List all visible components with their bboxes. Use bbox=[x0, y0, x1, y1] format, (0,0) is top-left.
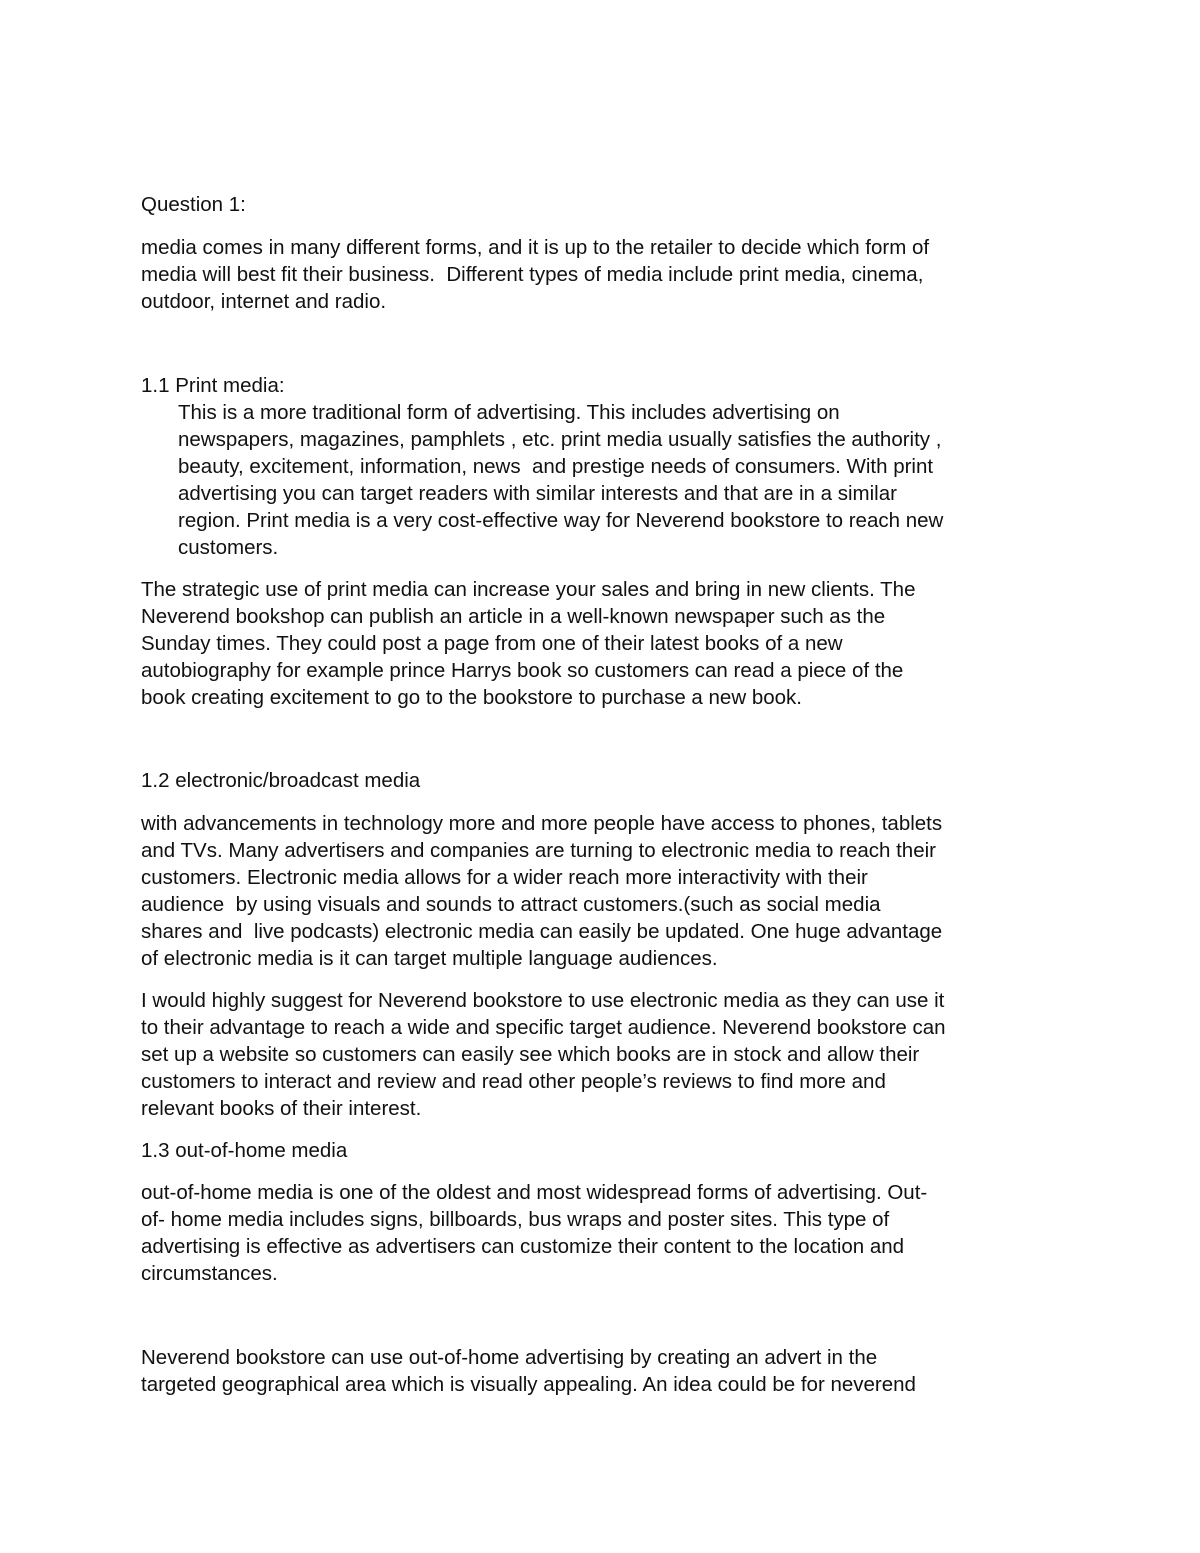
electronic-recommendation-line: to their advantage to reach a wide and specific target audience. Neverend bookstore can bbox=[141, 1016, 946, 1039]
out-of-home-paragraph-line: circumstances. bbox=[141, 1262, 278, 1285]
print-indented-line: region. Print media is a very cost-effective way for Neverend bookstore to reach new bbox=[178, 509, 944, 532]
print-indented-line: newspapers, magazines, pamphlets , etc. print media usually satisfies the authority , bbox=[178, 428, 942, 451]
out-of-home-paragraph-line: advertising is effective as advertisers can customize their content to the location and bbox=[141, 1235, 905, 1258]
electronic-paragraph-line: customers. Electronic media allows for a wider reach more interactivity with their bbox=[141, 866, 868, 889]
print-indented-line: advertising you can target readers with similar interests and that are in a similar bbox=[178, 482, 897, 505]
print-indented-line: customers. bbox=[178, 536, 279, 559]
out-of-home-paragraph-line: of- home media includes signs, billboards, bus wraps and poster sites. This type of bbox=[141, 1208, 890, 1231]
print-indented-line: This is a more traditional form of advertising. This includes advertising on bbox=[178, 401, 840, 424]
section-heading-print: 1.1 Print media: bbox=[141, 374, 285, 397]
section-heading-electronic: 1.2 electronic/broadcast media bbox=[141, 769, 421, 792]
section-heading-out-of-home: 1.3 out-of-home media bbox=[141, 1139, 348, 1162]
electronic-paragraph-line: of electronic media is it can target multiple language audiences. bbox=[141, 947, 718, 970]
print-paragraph-line: Sunday times. They could post a page from one of their latest books of a new bbox=[141, 632, 843, 655]
electronic-paragraph-line: with advancements in technology more and more people have access to phones, tablets bbox=[141, 812, 943, 835]
out-of-home-suggestion-line: Neverend bookstore can use out-of-home advertising by creating an advert in the bbox=[141, 1346, 878, 1369]
print-paragraph-line: Neverend bookshop can publish an article in a well-known newspaper such as the bbox=[141, 605, 886, 628]
intro-line: media comes in many different forms, and it is up to the retailer to decide which form of bbox=[141, 236, 930, 259]
question-heading: Question 1: bbox=[141, 193, 246, 216]
out-of-home-suggestion-line: targeted geographical area which is visually appealing. An idea could be for neverend bbox=[141, 1373, 916, 1396]
print-paragraph-line: The strategic use of print media can increase your sales and bring in new clients. The bbox=[141, 578, 916, 601]
electronic-paragraph-line: audience by using visuals and sounds to attract customers.(such as social media bbox=[141, 893, 881, 916]
electronic-recommendation-line: relevant books of their interest. bbox=[141, 1097, 422, 1120]
print-paragraph-line: book creating excitement to go to the bookstore to purchase a new book. bbox=[141, 686, 802, 709]
electronic-paragraph-line: shares and live podcasts) electronic media can easily be updated. One huge advantage bbox=[141, 920, 943, 943]
print-indented-line: beauty, excitement, information, news and prestige needs of consumers. With print bbox=[178, 455, 934, 478]
electronic-paragraph-line: and TVs. Many advertisers and companies are turning to electronic media to reach their bbox=[141, 839, 936, 862]
intro-line: outdoor, internet and radio. bbox=[141, 290, 387, 313]
print-paragraph-line: autobiography for example prince Harrys book so customers can read a piece of the bbox=[141, 659, 904, 682]
electronic-recommendation-line: set up a website so customers can easily see which books are in stock and allow their bbox=[141, 1043, 920, 1066]
intro-line: media will best fit their business. Different types of media include print media, cinema, bbox=[141, 263, 924, 286]
electronic-recommendation-line: customers to interact and review and read other people’s reviews to find more and bbox=[141, 1070, 886, 1093]
electronic-recommendation-line: I would highly suggest for Neverend bookstore to use electronic media as they can use it bbox=[141, 989, 945, 1012]
out-of-home-paragraph-line: out-of-home media is one of the oldest and most widespread forms of advertising. Out- bbox=[141, 1181, 928, 1204]
